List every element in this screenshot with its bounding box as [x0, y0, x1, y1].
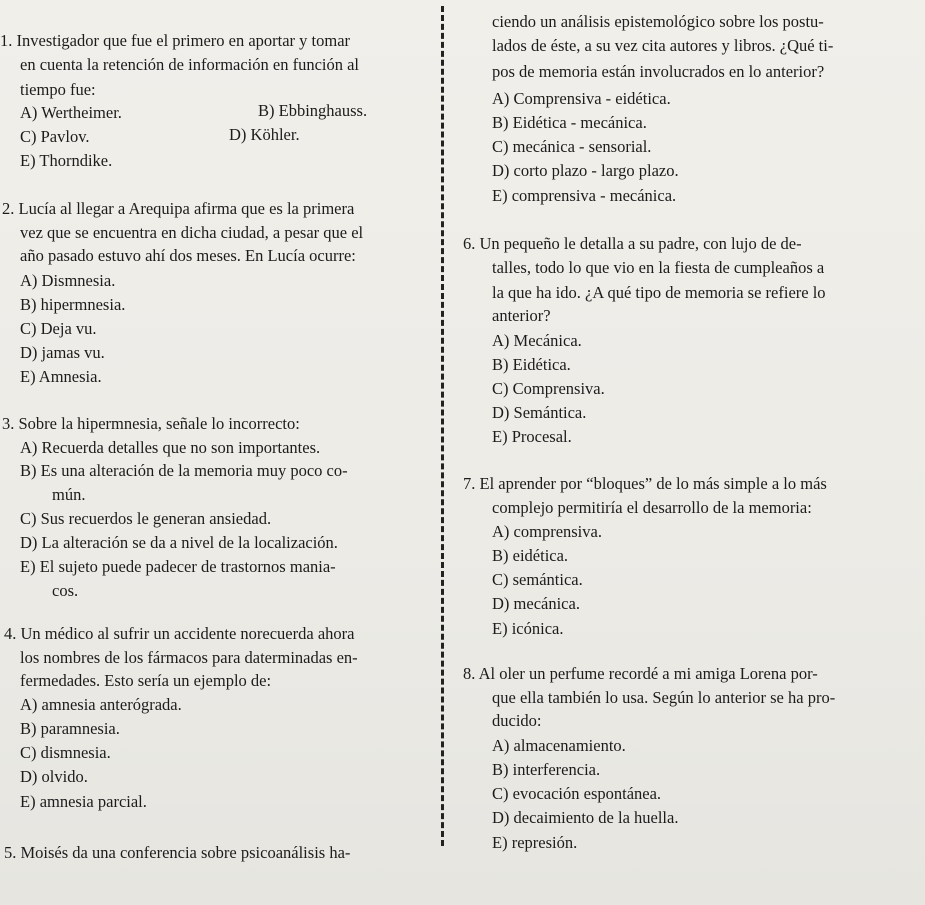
question-3-option-c: C) Sus recuerdos le generan ansiedad.: [20, 509, 272, 528]
question-6-stem-line-2: talles, todo lo que vio en la fiesta de cumpleaños a: [492, 258, 825, 277]
question-1-stem-line-2: en cuenta la retención de información en función al: [20, 55, 360, 74]
question-7-option-b: B) eidética.: [492, 546, 569, 565]
question-6-option-d: D) Semántica.: [492, 403, 587, 422]
question-1-option-e: E) Thorndike.: [20, 151, 113, 170]
question-1-option-c: C) Pavlov.: [20, 127, 90, 146]
question-3-option-a: A) Recuerda detalles que no son importantes.: [20, 438, 321, 457]
question-6-stem-line-4: anterior?: [492, 306, 551, 325]
question-7-stem-line-2: complejo permitiría el desarrollo de la memoria:: [492, 498, 812, 517]
question-5-option-e: E) comprensiva - mecánica.: [492, 186, 677, 205]
question-6-stem-line-3: la que ha ido. ¿A qué tipo de memoria se refiere lo: [492, 283, 826, 302]
question-5-stem-line-3: lados de éste, a su vez cita autores y libros. ¿Qué ti-: [492, 36, 834, 55]
question-4-option-c: C) dismnesia.: [20, 743, 111, 762]
question-4-stem-line-3: fermedades. Esto sería un ejemplo de:: [20, 671, 272, 690]
question-5-stem-line-2: ciendo un análisis epistemológico sobre los postu-: [492, 12, 824, 31]
question-8-option-c: C) evocación espontánea.: [492, 784, 662, 803]
question-3-option-e-line-1: E) El sujeto puede padecer de trastornos mania-: [20, 557, 336, 576]
question-4-option-a: A) amnesia anterógrada.: [20, 695, 182, 714]
question-2-option-c: C) Deja vu.: [20, 319, 97, 338]
question-7-option-c: C) semántica.: [492, 570, 583, 589]
question-1-stem-line-1: 1. Investigador que fue el primero en aportar y tomar: [0, 31, 351, 50]
question-8-stem-line-3: ducido:: [492, 711, 542, 730]
question-6-stem-line-1: 6. Un pequeño le detalla a su padre, con lujo de de-: [463, 234, 802, 253]
question-1-option-a: A) Wertheimer.: [20, 103, 122, 122]
question-4-option-e: E) amnesia parcial.: [20, 792, 147, 811]
question-4-option-d: D) olvido.: [20, 767, 88, 786]
question-6-option-a: A) Mecánica.: [492, 331, 582, 350]
question-3-option-b-line-2: mún.: [52, 485, 86, 504]
question-2-option-b: B) hipermnesia.: [20, 295, 126, 314]
question-8-stem-line-1: 8. Al oler un perfume recordé a mi amiga Lorena por-: [463, 664, 818, 683]
question-6-option-e: E) Procesal.: [492, 427, 572, 446]
question-6-option-c: C) Comprensiva.: [492, 379, 605, 398]
question-2-option-d: D) jamas vu.: [20, 343, 105, 362]
question-2-stem-line-3: año pasado estuvo ahí dos meses. En Lucía ocurre:: [20, 246, 356, 265]
question-1-stem-line-3: tiempo fue:: [20, 80, 96, 99]
question-5-option-a: A) Comprensiva - eidética.: [492, 89, 671, 108]
question-4-option-b: B) paramnesia.: [20, 719, 120, 738]
column-divider: [441, 6, 444, 846]
question-2-option-e: E) Amnesia.: [20, 367, 102, 386]
question-3-option-e-line-2: cos.: [52, 581, 79, 600]
question-4-stem-line-2: los nombres de los fármacos para daterminadas en-: [20, 648, 358, 667]
question-5-option-c: C) mecánica - sensorial.: [492, 137, 652, 156]
question-7-stem-line-1: 7. El aprender por “bloques” de lo más simple a lo más: [463, 474, 827, 493]
question-5-stem-line-1: 5. Moisés da una conferencia sobre psicoanálisis ha-: [4, 843, 351, 862]
question-3-option-b-line-1: B) Es una alteración de la memoria muy poco co-: [20, 461, 348, 480]
question-1-option-b: B) Ebbinghauss.: [258, 101, 368, 120]
question-7-option-e: E) icónica.: [492, 619, 564, 638]
question-5-option-b: B) Eidética - mecánica.: [492, 113, 647, 132]
question-8-option-e: E) represión.: [492, 833, 578, 852]
question-3-option-d: D) La alteración se da a nivel de la localización.: [20, 533, 338, 552]
question-8-option-a: A) almacenamiento.: [492, 736, 626, 755]
question-8-option-b: B) interferencia.: [492, 760, 601, 779]
question-5-stem-line-4: pos de memoria están involucrados en lo anterior?: [492, 62, 825, 81]
question-5-option-d: D) corto plazo - largo plazo.: [492, 161, 679, 180]
question-2-option-a: A) Dismnesia.: [20, 271, 116, 290]
question-8-option-d: D) decaimiento de la huella.: [492, 808, 679, 827]
question-2-stem-line-1: 2. Lucía al llegar a Arequipa afirma que es la primera: [2, 199, 355, 218]
question-4-stem-line-1: 4. Un médico al sufrir un accidente norecuerda ahora: [4, 624, 355, 643]
question-2-stem-line-2: vez que se encuentra en dicha ciudad, a pesar que el: [20, 223, 364, 242]
question-8-stem-line-2: que ella también lo usa. Según lo anterior se ha pro-: [492, 688, 836, 707]
question-6-option-b: B) Eidética.: [492, 355, 571, 374]
question-3-stem: 3. Sobre la hipermnesia, señale lo incorrecto:: [2, 414, 300, 433]
question-1-option-d: D) Köhler.: [229, 125, 300, 144]
question-7-option-a: A) comprensiva.: [492, 522, 602, 541]
question-7-option-d: D) mecánica.: [492, 594, 580, 613]
